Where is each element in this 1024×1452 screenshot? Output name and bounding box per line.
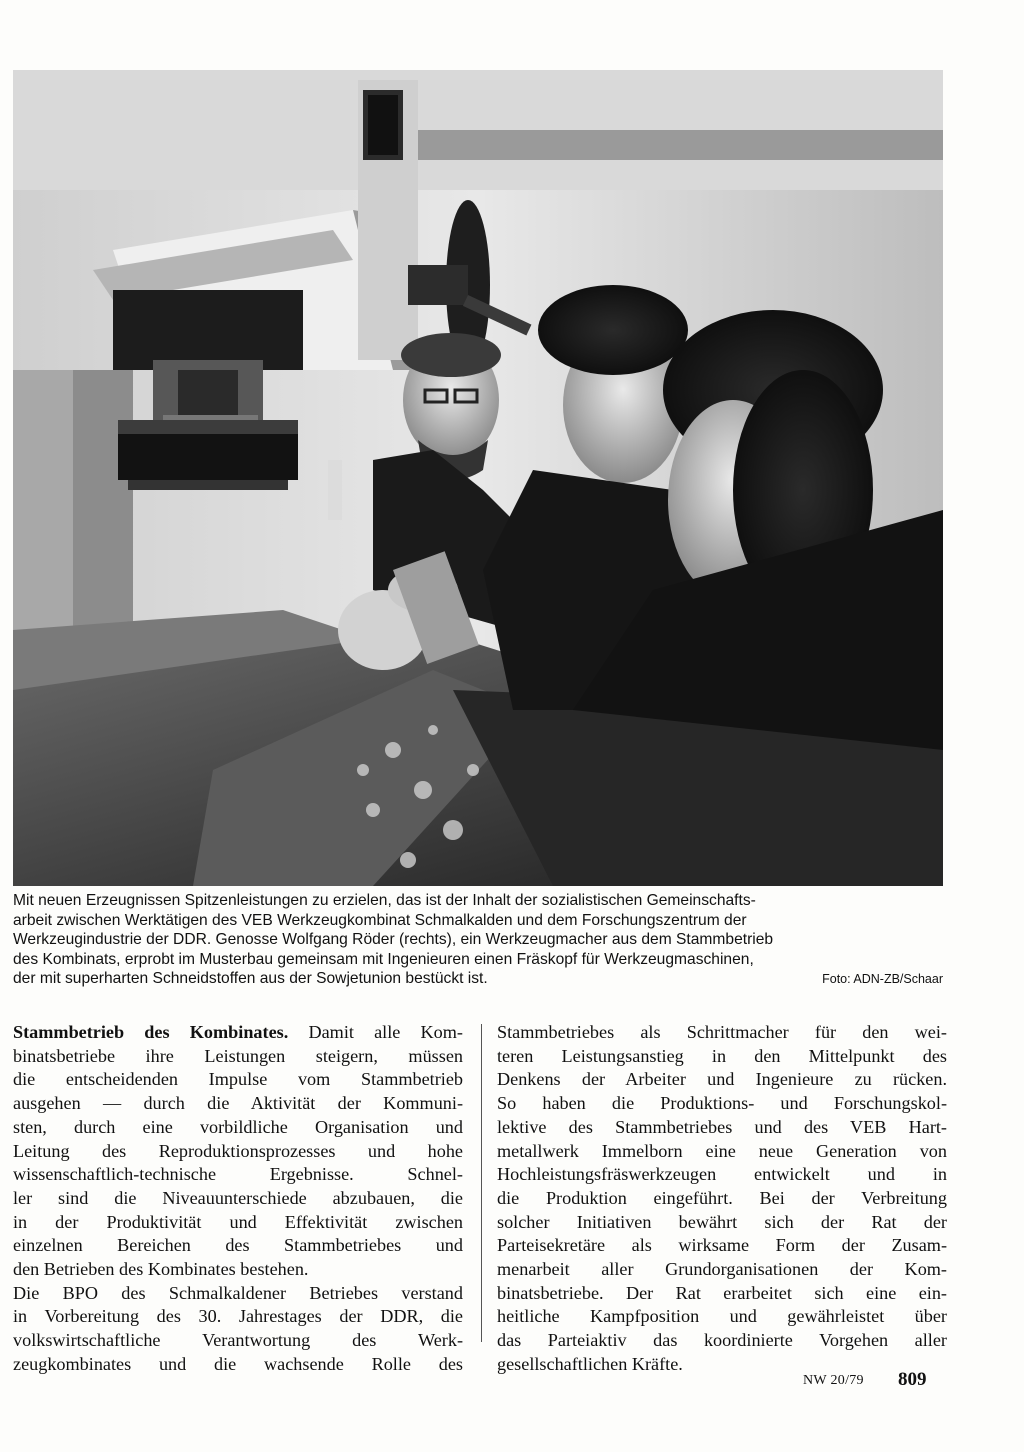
article-line: die entscheidenden Impulse vom Stammbetrieb xyxy=(13,1069,463,1090)
article-line: binatsbetriebe ihre Leistungen steigern, müssen xyxy=(13,1045,463,1066)
article-line: einzelnen Bereichen des Stammbetriebes und xyxy=(13,1235,463,1256)
article-line: ausgehen — durch die Aktivität der Kommuni- xyxy=(13,1093,463,1114)
article-photo xyxy=(13,70,943,886)
caption-line: des Kombinats, erprobt im Musterbau gemeinsam mit Ingenieuren einen Fräskopf für Werkzeugmaschinen, xyxy=(13,950,754,968)
article-line: Denkens der Arbeiter und Ingenieure zu rücken. xyxy=(497,1069,947,1090)
article-line: volkswirtschaftliche Verantwortung des Werk- xyxy=(13,1330,463,1351)
article-column-left xyxy=(13,1021,463,1377)
article-line: lektive des Stammbetriebes und des VEB Hart- xyxy=(497,1116,947,1137)
photo-credit: Foto: ADN-ZB/Schaar xyxy=(822,972,943,987)
article-line: metallwerk Immelborn eine neue Generation von xyxy=(497,1140,947,1161)
column-divider xyxy=(481,1024,482,1342)
article-line: die Produktion eingeführt. Bei der Verbreitung xyxy=(497,1187,947,1208)
article-line: in Vorbereitung des 30. Jahrestages der DDR, die xyxy=(13,1306,463,1327)
article-line: den Betrieben des Kombinates bestehen. xyxy=(13,1259,309,1280)
caption-line: arbeit zwischen Werktätigen des VEB Werkzeugkombinat Schmalkalden und dem Forschungszentrum der xyxy=(13,911,747,929)
article-line: Stammbetriebes als Schrittmacher für den wei- xyxy=(497,1022,947,1042)
page-number: 809 xyxy=(898,1369,927,1390)
photo-workshop-milling-machine-icon xyxy=(13,70,943,886)
article-line: Hochleistungsfräswerkzeugen entwickelt und in xyxy=(497,1164,947,1185)
article-line: zeugkombinates und die wachsende Rolle des xyxy=(13,1353,463,1374)
article-line: menarbeit aller Grundorganisationen der Kom- xyxy=(497,1259,947,1280)
article-line: Die BPO des Schmalkaldener Betriebes verstand xyxy=(13,1282,463,1303)
article-line: Parteisekretäre als wirksame Form der Zusam- xyxy=(497,1235,947,1256)
article-line: ler sind die Niveauunterschiede abzubauen, die xyxy=(13,1187,463,1208)
article-line: solcher Initiativen bewährt sich der Rat der xyxy=(497,1211,947,1232)
article-line: gesellschaftlichen Kräfte. xyxy=(497,1353,683,1374)
article-line: heitliche Kampfposition und gewährleistet über xyxy=(497,1306,947,1327)
issue-label: NW 20/79 xyxy=(803,1373,864,1388)
caption-last-row xyxy=(13,969,945,990)
article-line: sten, durch eine vorbildliche Organisation und xyxy=(13,1116,463,1137)
article-paragraph xyxy=(497,1021,947,1377)
article-line: das Parteiaktiv das koordinierte Vorgehen aller xyxy=(497,1330,947,1351)
article-line: binatsbetriebe. Der Rat erarbeitet sich eine ein- xyxy=(497,1282,947,1303)
article-line: teren Leistungsanstieg in den Mittelpunkt des xyxy=(497,1045,947,1066)
article-column-right xyxy=(497,1021,947,1377)
caption-line: Mit neuen Erzeugnissen Spitzenleistungen zu erzielen, das ist der Inhalt der sozialistischen Gemeinschafts- xyxy=(13,892,756,909)
article-line: Stammbetrieb des Kombinates. Damit alle Kom- xyxy=(13,1022,463,1042)
photo-caption xyxy=(13,891,945,990)
caption-line: Werkzeugindustrie der DDR. Genosse Wolfgang Röder (rechts), ein Werkzeugmacher aus dem Stammbetrieb xyxy=(13,931,774,949)
article-paragraph xyxy=(13,1021,463,1377)
article-line: in der Produktivität und Effektivität zwischen xyxy=(13,1211,463,1232)
article-line: Leitung des Reproduktionsprozesses und hohe xyxy=(13,1140,463,1161)
runin-heading: Stammbetrieb des Kombinates. xyxy=(13,1022,289,1042)
caption-line: der mit superharten Schneidstoffen aus der Sowjetunion bestückt ist. xyxy=(13,970,488,988)
article-line: wissenschaftlich-technische Ergebnisse. Schnel- xyxy=(13,1164,463,1185)
article-line: So haben die Produktions- und Forschungskol- xyxy=(497,1093,947,1114)
